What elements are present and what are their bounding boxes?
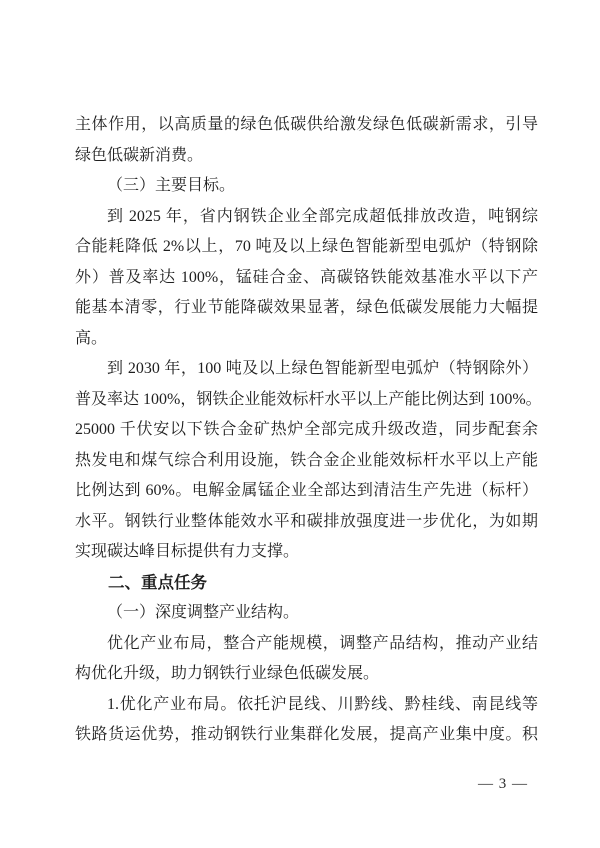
text-line: 到 2025 年，省内钢铁企业全部完成超低排放改造，吨钢综 [107, 207, 538, 225]
text-line: 1.优化产业布局。依托沪昆线、川黔线、黔桂线、南昆线等 [107, 695, 538, 713]
text-line: 能基本清零，行业节能降碳效果显著，绿色低碳发展能力大幅提 [75, 299, 538, 316]
text-line: 绿色低碳新消费。 [75, 146, 204, 164]
text-line: 合能耗降低 2%以上，70 吨及以上绿色智能新型电弧炉（特钢除 [75, 238, 538, 255]
text-line: 构优化升级，助力钢铁行业绿色低碳发展。 [75, 665, 380, 682]
text-line: 主体作用，以高质量的绿色低碳供给激发绿色低碳新需求，引导 [75, 116, 538, 133]
subsection-heading: （一）深度调整产业结构。 [107, 604, 300, 621]
section-heading: 二、重点任务 [108, 573, 207, 592]
subsection-heading: （三）主要目标。 [107, 177, 236, 194]
text-line: 外）普及率达 100%，锰硅合金、高碳铬铁能效基准水平以下产 [75, 268, 538, 286]
text-line: 铁路货运优势，推动钢铁行业集群化发展，提高产业集中度。积 [75, 726, 538, 743]
text-line: 25000 千伏安以下铁合金矿热炉全部完成升级改造，同步配套余 [75, 421, 538, 438]
text-line: 到 2030 年，100 吨及以上绿色智能新型电弧炉（特钢除外） [107, 360, 538, 377]
text-line: 比例达到 60%。电解金属锰企业全部达到清洁生产先进（标杆） [75, 482, 538, 499]
text-line: 实现碳达峰目标提供有力支撑。 [75, 543, 300, 560]
document-body [75, 110, 542, 751]
text-line: 热发电和煤气综合利用设施，铁合金企业能效标杆水平以上产能 [75, 451, 538, 469]
page-number: — 3 — [478, 776, 528, 792]
text-line: 水平。钢铁行业整体能效水平和碳排放强度进一步优化，为如期 [75, 512, 538, 530]
text-line: 优化产业布局，整合产能规模，调整产品结构，推动产业结 [107, 634, 538, 652]
text-line: 普及率达 100%，钢铁企业能效标杆水平以上产能比例达到 100%。 [75, 390, 542, 408]
text-line: 高。 [75, 329, 108, 347]
